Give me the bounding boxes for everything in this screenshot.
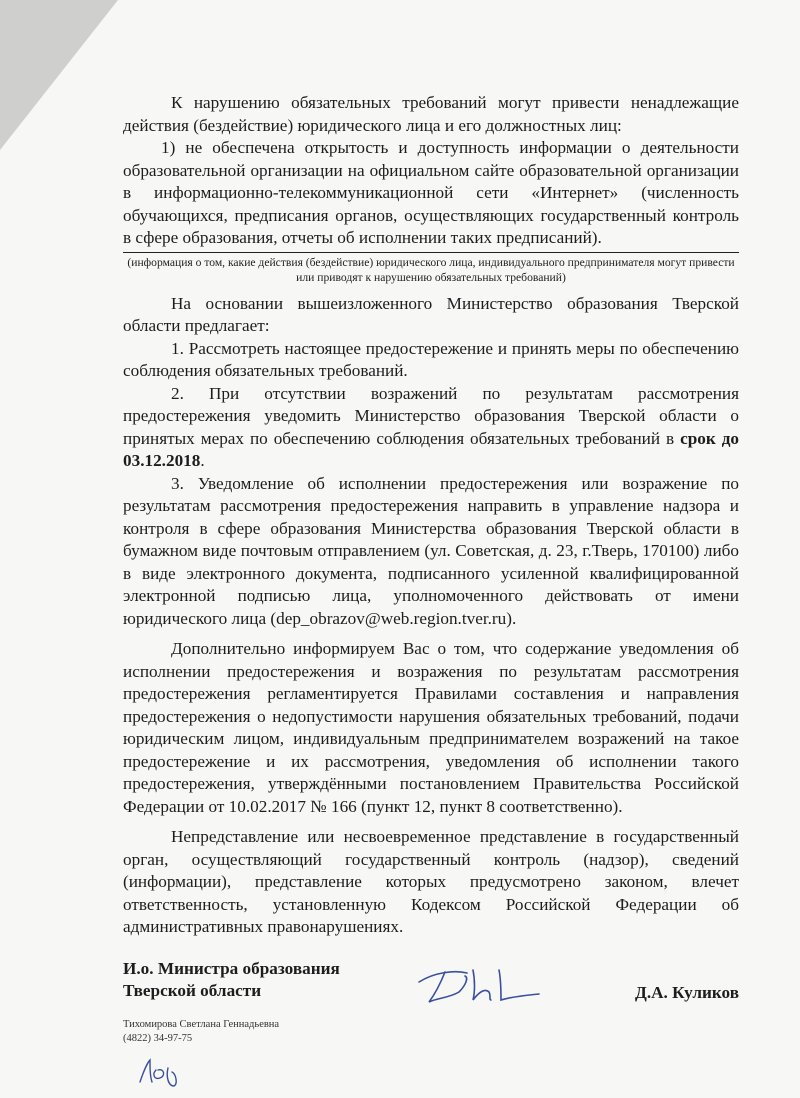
signer-position-line1: И.о. Министра образования [123,959,340,978]
intro-paragraph: К нарушению обязательных требований могут привести ненадлежащие действия (бездействие) юридического лица и его должностных лиц: [123,93,739,135]
additional-paragraph: Дополнительно информируем Вас о том, что содержание уведомления об исполнении предостережения и возражения по результатам рассмотрения предостережения регламентируется Правилами составления и направления предостережения о недопустимости нарушения обязательных требований, подачи юридическим лицом, индивидуальным предпринимателем возражений на такое предостережение и их рассмотрения, уведомления об исполнении такого предостережения, утверждёнными постановлением Правительства Российской Федерации от 10.02.2017 № 166 (пункт 12, пункт 8 соответственно). [123,639,739,816]
letter-body [123,92,739,939]
violation-block [123,137,739,285]
violation-note: (информация о том, какие действия (бездействие) юридического лица, индивидуального предпринимателя могут привести или приводят к нарушению обязательных требований) [123,252,739,285]
item-2-text: 2. При отсутствии возражений по результатам рассмотрения предостережения уведомить Министерство образования Тверской области о принятых мерах по обеспечению соблюдения обязательных требований в [123,383,739,448]
proposal-item-1: 1. Рассмотреть настоящее предостережение и принять меры по обеспечению соблюдения обязательных требований. [123,338,739,380]
handwritten-initials-icon [136,1052,188,1088]
violation-paragraph: 1) не обеспечена открытость и доступность информации о деятельности образовательной организации на официальном сайте образовательной организации в информационно-телекоммуникационной сети «Интернет» (численность обучающихся, предписания органов, осуществляющих государственный контроль в сфере образования, отчеты об исполнении таких предписаний). [123,138,739,247]
item-2-end: . [200,451,205,470]
proposal-item-2 [123,383,739,473]
signer-name: Д.А. Куликов [635,983,739,1002]
proposal-intro: На основании вышеизложенного Министерство образования Тверской области предлагает: [123,293,739,335]
deadline-text: срок до 03.12.2018 [123,428,739,470]
executor-phone: (4822) 34-97-75 [123,1033,193,1044]
executor-block [123,1018,279,1046]
proposal-item-3: 3. Уведомление об исполнении предостережения или возражение по результатам рассмотрения предостережения направить в управление надзора и контроля в сфере образования Министерства образования Тверской области в бумажном виде почтовым отправлением (ул. Советская, д. 23, г.Тверь, 170100) либо в виде электронного документа, подписанного усиленной квалифицированной электронной подписью лица, уполномоченного действовать от имени юридического лица (dep_obrazov@web.region.tver.ru). [123,473,739,628]
signer-position-line2: Тверской области [123,981,262,1000]
liability-paragraph: Непредставление или несвоевременное представление в государственный орган, осуществляющий государственный контроль (надзор), сведений (информации), представление которых предусмотрено законом, влечет ответственность, установленную Кодексом Российской Федерации об административных правонарушениях. [123,827,739,936]
executor-name: Тихомирова Светлана Геннадьевна [123,1019,280,1030]
handwritten-signature-icon [415,964,545,1008]
